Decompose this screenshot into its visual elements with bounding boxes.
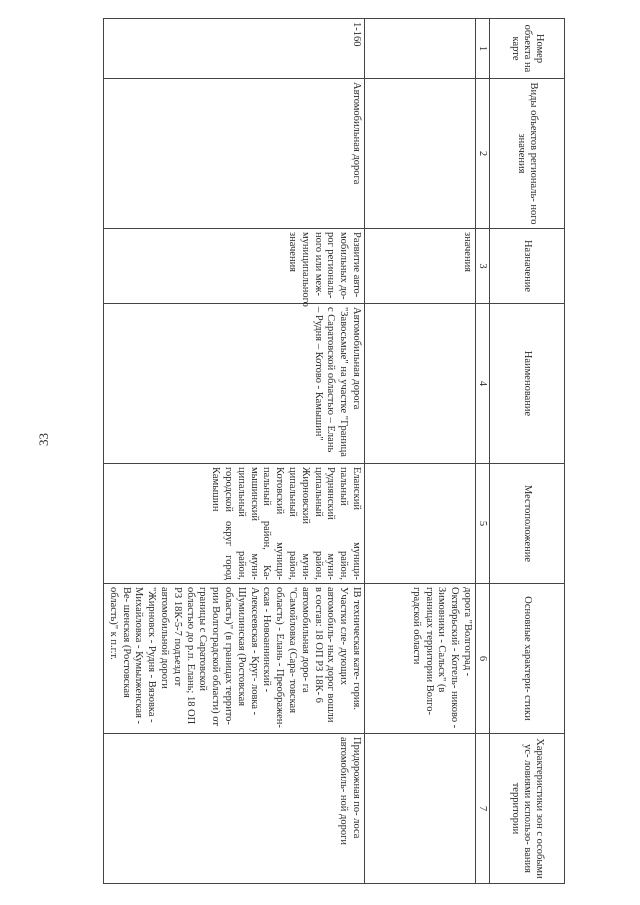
cell-characteristics: IВ техническая кате- гория. Участки сле- дующих автомобиль- ных дорог вошли в состав: 18 ОП РЗ 18К- 6 автомобильная доро- га "Самойловка (Сара- товская область) - Елань - Преображен- ская - Новоаннинский - Алексеевская - Круг- ловка - Шумилинская (Ростовская область)" (в границах террито- рии Волгоградской области) от границы с Саратовской областью до р.п. Елань; 18 ОП РЗ 18К-5-7 подъезд от автомобильной дороги "Жирновск - Рудня - Вязовка - Михайловка - Кумылженская - Ве- шенская (Ростовская область)" к п.г.т. bbox=[104, 584, 365, 734]
cell-empty bbox=[365, 19, 476, 79]
header-location: Местоположение bbox=[490, 464, 565, 584]
cell-purpose: Развитие авто- мобильных до- рог региональ- ного или меж- муниципального значения bbox=[104, 229, 365, 304]
column-number: 6 bbox=[476, 584, 490, 734]
header-object-type: Виды объектов региональ- ного значения bbox=[490, 79, 565, 229]
cell-location: Еланский муници- пальный район, Руднянский муни- ципальный район, Жирновский муни- ципальный район, Котовский муници- пальный район, Ка- мышинский муни- ципальный район, городской округ город Камышин bbox=[104, 464, 365, 584]
column-number: 2 bbox=[476, 79, 490, 229]
column-number: 3 bbox=[476, 229, 490, 304]
header-characteristics: Основные характери- стики bbox=[490, 584, 565, 734]
table-row bbox=[104, 19, 365, 884]
header-object-number: Номер объекта на карте bbox=[490, 19, 565, 79]
column-number: 1 bbox=[476, 19, 490, 79]
column-number: 5 bbox=[476, 464, 490, 584]
cell-object-type: Автомобильная дорога bbox=[104, 79, 365, 229]
page-number: 33 bbox=[36, 433, 51, 446]
cell-name: Автомобильная дорога "Завосьмые" на участке "Граница с Саратовской областью – Елань – Рудня – Котово - Камышин" bbox=[104, 304, 365, 464]
header-name: Наименование bbox=[490, 304, 565, 464]
objects-table bbox=[103, 18, 565, 884]
cell-zones: Придорожная по- лоса автомобиль- ной дороги bbox=[104, 734, 365, 884]
cell-empty bbox=[365, 79, 476, 229]
cell-characteristics-tail: дорога "Волгоград - Октябрьский - Котель- никово - Зимовники - Сальск" (в границах территории Волго- градской области bbox=[365, 584, 476, 734]
header-row bbox=[490, 19, 565, 884]
rotated-table-sheet bbox=[107, 18, 565, 883]
continued-row bbox=[365, 19, 476, 884]
cell-empty bbox=[365, 304, 476, 464]
column-number: 7 bbox=[476, 734, 490, 884]
cell-empty bbox=[365, 734, 476, 884]
cell-purpose-tail: значения bbox=[365, 229, 476, 304]
cell-object-number: 1-160 bbox=[104, 19, 365, 79]
header-purpose: Назначение bbox=[490, 229, 565, 304]
header-zones: Характеристики зон с особыми ус- ловиями использо- вания территории bbox=[490, 734, 565, 884]
column-number: 4 bbox=[476, 304, 490, 464]
column-number-row bbox=[476, 19, 490, 884]
cell-empty bbox=[365, 464, 476, 584]
